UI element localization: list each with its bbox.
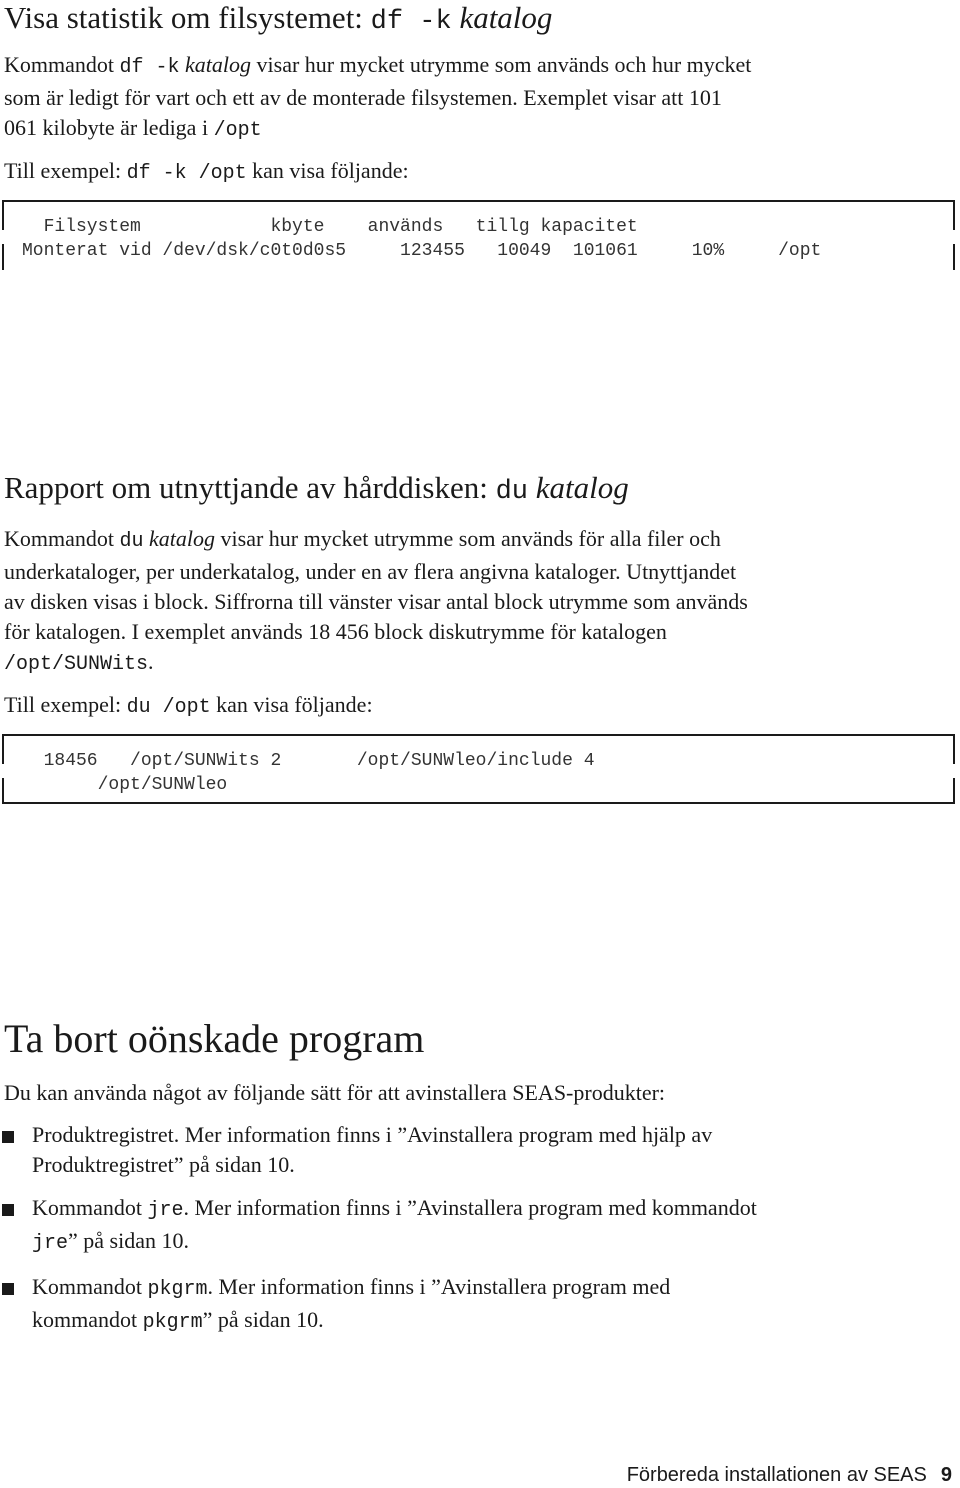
inline-argument: katalog: [149, 526, 216, 551]
inline-command: du: [119, 530, 144, 553]
code-corner: [2, 734, 4, 764]
footer-title: Förbereda installationen av SEAS: [626, 1464, 927, 1486]
text: .: [148, 649, 154, 674]
list-item: [2, 1120, 952, 1180]
code-corner: [2, 778, 4, 804]
code-corner: [953, 778, 955, 804]
text: kan visa följande:: [216, 692, 373, 717]
heading-argument: katalog: [459, 0, 553, 35]
heading-text: Visa statistik om filsystemet:: [4, 0, 363, 35]
code-corner: [953, 244, 955, 270]
text: av disken visas i block. Siffrorna till vänster visar antal block utrymme som används: [4, 589, 748, 614]
code-rule-bottom: [2, 802, 955, 804]
paragraph-df-description: [4, 50, 952, 146]
text: kan visa följande:: [252, 158, 409, 183]
example-line-df: [4, 156, 952, 189]
text: Till exempel:: [4, 692, 122, 717]
code-rule-top: [2, 200, 955, 202]
example-line-du: [4, 690, 952, 723]
page-number: 9: [940, 1464, 952, 1486]
text: Kommandot: [32, 1274, 142, 1299]
code-example-du: [2, 734, 955, 804]
text: Kommandot: [32, 1195, 142, 1220]
code-line: /opt/SUNWleo: [22, 775, 228, 795]
text: kommandot: [32, 1307, 138, 1332]
code-line: Filsystem kbyte används tillg kapacitet: [22, 217, 638, 237]
code-corner: [953, 734, 955, 764]
code-line: 18456 /opt/SUNWits 2 /opt/SUNWleo/include 4: [22, 751, 595, 771]
paragraph-du-description: [4, 524, 952, 680]
code-corner: [2, 244, 4, 270]
removal-methods-list: [2, 1120, 952, 1351]
heading-command: du: [495, 477, 529, 507]
inline-path: /opt/SUNWits: [4, 653, 149, 676]
section-heading-du: [4, 470, 952, 507]
text: som är ledigt för vart och ett av de monterade filsystemen. Exemplet visar att 101: [4, 85, 722, 110]
heading-text: Rapport om utnyttjande av hårddisken:: [4, 470, 488, 505]
code-line: Monterat vid /dev/dsk/c0t0d0s5 123455 10049 101061 10% /opt: [22, 241, 822, 261]
heading-command: df -k: [370, 7, 452, 37]
text: Produktregistret” på sidan 10.: [32, 1152, 295, 1177]
list-item: [2, 1193, 952, 1259]
text: ” på sidan 10.: [68, 1228, 189, 1253]
text: ” på sidan 10.: [202, 1307, 324, 1332]
text: Till exempel:: [4, 158, 122, 183]
bullet-square-icon: [2, 1131, 14, 1143]
text: Kommandot: [4, 526, 114, 551]
code-rule-top: [2, 734, 955, 736]
bullet-square-icon: [2, 1204, 14, 1216]
inline-command: pkgrm: [142, 1311, 203, 1334]
text: visar hur mycket utrymme som används och hur mycket: [256, 52, 752, 77]
text: Kommandot: [4, 52, 114, 77]
code-corner: [953, 200, 955, 230]
inline-command: df -k: [119, 56, 180, 79]
example-command: du /opt: [126, 696, 211, 719]
text: underkataloger, per underkatalog, under en av flera angivna kataloger. Utnyttjandet: [4, 559, 737, 584]
text: visar hur mycket utrymme som används för alla filer och: [220, 526, 721, 551]
code-example-df: [2, 200, 955, 270]
list-item: [2, 1272, 952, 1338]
example-command: df -k /opt: [126, 162, 247, 185]
inline-command: jre: [147, 1199, 184, 1222]
bullet-square-icon: [2, 1283, 14, 1295]
text: för katalogen. I exemplet används 18 456 block diskutrymme för katalogen: [4, 619, 667, 644]
paragraph-remove-intro: Du kan använda något av följande sätt för att avinstallera SEAS-produkter:: [4, 1080, 666, 1105]
text: . Mer information finns i ”Avinstallera program med kommandot: [183, 1195, 757, 1220]
text: 061 kilobyte är lediga i: [4, 115, 209, 140]
inline-path: /opt: [213, 119, 262, 142]
page-footer: [627, 1464, 952, 1487]
inline-argument: katalog: [185, 52, 252, 77]
code-corner: [2, 200, 4, 230]
inline-command: pkgrm: [147, 1278, 208, 1301]
section-heading-remove: Ta bort oönskade program: [4, 1016, 425, 1061]
heading-argument: katalog: [535, 470, 629, 505]
text: . Mer information finns i ”Avinstallera program med: [207, 1274, 671, 1299]
text: Produktregistret. Mer information finns i ”Avinstallera program med hjälp av: [32, 1122, 713, 1147]
inline-command: jre: [32, 1232, 69, 1255]
section-heading-df: [4, 0, 952, 37]
